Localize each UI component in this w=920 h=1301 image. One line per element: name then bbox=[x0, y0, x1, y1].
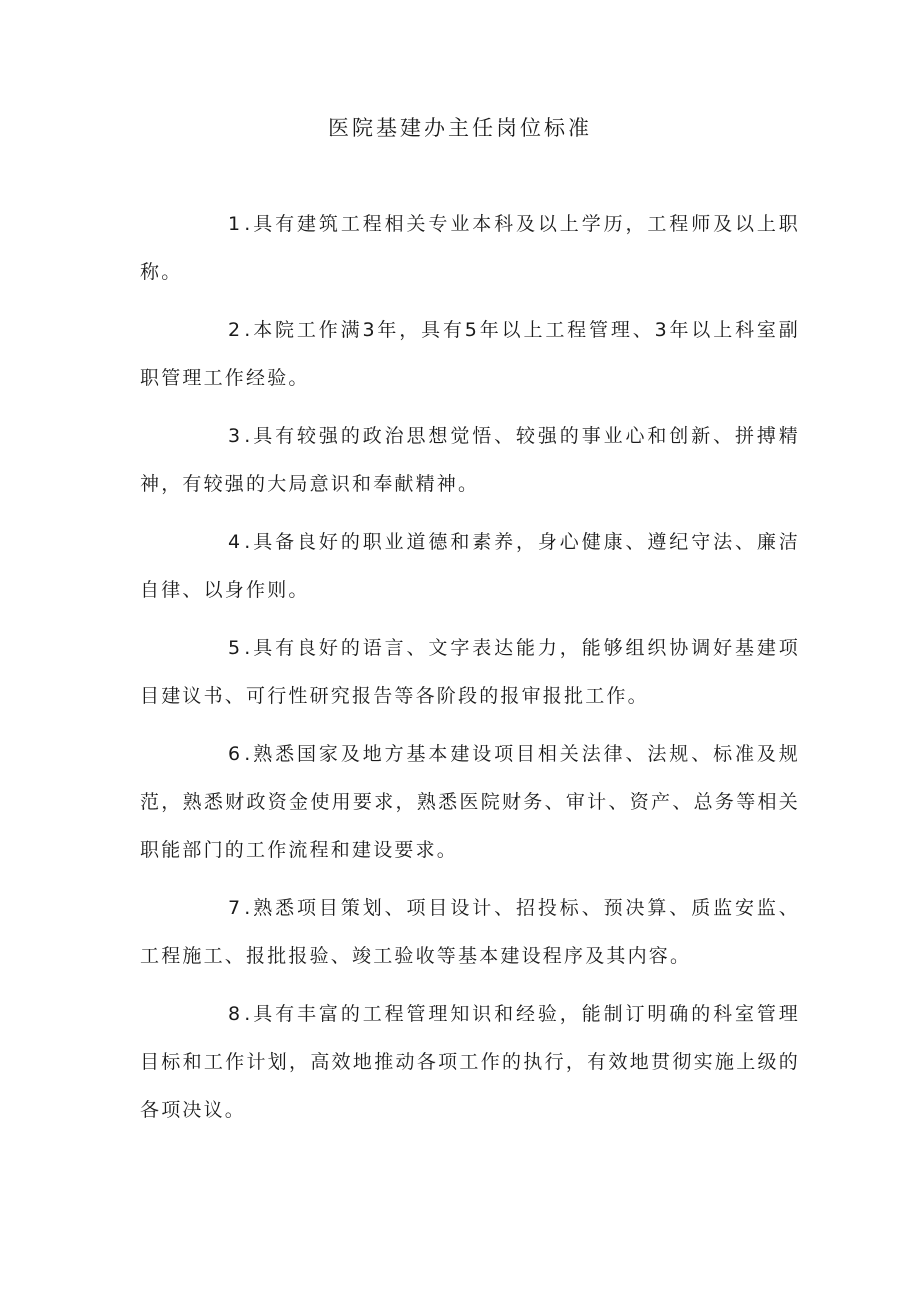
requirement-item-8 bbox=[140, 990, 800, 1134]
requirement-item-3 bbox=[140, 412, 800, 508]
item-text: .熟悉项目策划、项目设计、招投标、预决算、质监安监、工程施工、报批报验、竣工验收等基本建设程序及其内容。 bbox=[140, 897, 800, 967]
requirement-item-5 bbox=[140, 624, 800, 720]
requirement-item-4 bbox=[140, 518, 800, 614]
requirement-item-6 bbox=[140, 730, 800, 874]
item-text: .具备良好的职业道德和素养，身心健康、遵纪守法、廉洁自律、以身作则。 bbox=[140, 531, 800, 601]
document-title: 医院基建办主任岗位标准 bbox=[328, 116, 592, 140]
item-text: .本院工作满3年，具有5年以上工程管理、3年以上科室副职管理工作经验。 bbox=[140, 319, 800, 389]
item-text: .具有较强的政治思想觉悟、较强的事业心和创新、拼搏精神，有较强的大局意识和奉献精神。 bbox=[140, 425, 800, 495]
requirement-item-1 bbox=[140, 200, 800, 296]
item-number: 4 bbox=[228, 531, 243, 553]
item-number: 8 bbox=[228, 1003, 243, 1025]
item-number: 5 bbox=[228, 637, 243, 659]
requirements-list bbox=[140, 200, 800, 1144]
item-text: .具有丰富的工程管理知识和经验，能制订明确的科室管理目标和工作计划，高效地推动各项工作的执行，有效地贯彻实施上级的各项决议。 bbox=[140, 1003, 800, 1121]
item-text: .具有建筑工程相关专业本科及以上学历，工程师及以上职称。 bbox=[140, 213, 800, 283]
item-text: .具有良好的语言、文字表达能力，能够组织协调好基建项目建议书、可行性研究报告等各阶段的报审报批工作。 bbox=[140, 637, 800, 707]
item-number: 7 bbox=[228, 897, 243, 919]
item-number: 2 bbox=[228, 319, 243, 341]
requirement-item-7 bbox=[140, 884, 800, 980]
item-text: .熟悉国家及地方基本建设项目相关法律、法规、标准及规范，熟悉财政资金使用要求，熟悉医院财务、审计、资产、总务等相关职能部门的工作流程和建设要求。 bbox=[140, 743, 800, 861]
item-number: 6 bbox=[228, 743, 243, 765]
item-number: 1 bbox=[228, 213, 243, 235]
requirement-item-2 bbox=[140, 306, 800, 402]
item-number: 3 bbox=[228, 425, 243, 447]
